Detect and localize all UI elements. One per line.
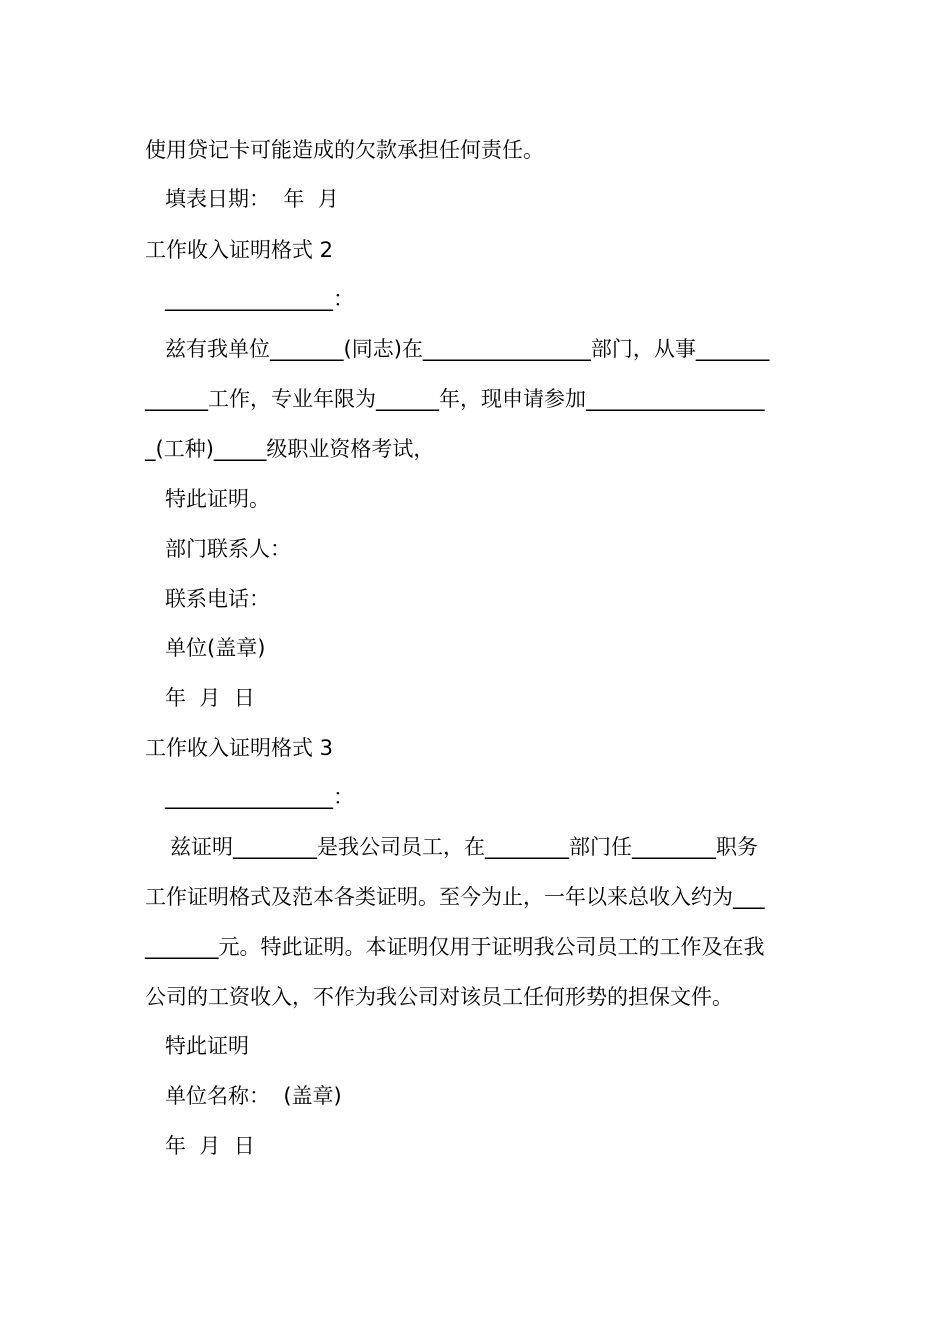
seal-line: 单位(盖章) [165, 636, 266, 660]
closing-line: 特此证明 [165, 1034, 249, 1058]
paragraph-line: ______工作，专业年限为______年，现申请参加_________________ [145, 387, 765, 411]
paragraph-line: 兹有我单位_______(同志)在________________部门，从事_______ [165, 337, 770, 361]
company-name-line: 单位名称： (盖章) [165, 1084, 342, 1108]
section-heading: 工作收入证明格式 3 [145, 736, 334, 760]
addressee-line: ________________： [165, 287, 354, 311]
contact-person-line: 部门联系人： [165, 537, 291, 561]
paragraph-line: 工作证明格式及范本各类证明。至今为止，一年以来总收入约为___ [145, 885, 765, 909]
paragraph-line: _______元。特此证明。本证明仅用于证明我公司员工的工作及在我 [145, 935, 765, 959]
section-heading: 工作收入证明格式 2 [145, 238, 334, 262]
paragraph-line: 兹证明________是我公司员工，在________部门任________职务 [170, 835, 758, 859]
paragraph-line: 公司的工资收入，不作为我公司对该员工任何形势的担保文件。 [145, 985, 733, 1009]
paragraph-line: _(工种)_____级职业资格考试， [145, 437, 435, 461]
addressee-line: ________________： [165, 785, 354, 809]
date-line: 年 月 日 [165, 1134, 255, 1158]
fill-date-line: 填表日期： 年 月 [165, 187, 339, 211]
date-line: 年 月 日 [165, 686, 255, 710]
contact-phone-line: 联系电话： [165, 587, 270, 611]
closing-line: 特此证明。 [165, 487, 270, 511]
paragraph-line: 使用贷记卡可能造成的欠款承担任何责任。 [145, 138, 544, 162]
